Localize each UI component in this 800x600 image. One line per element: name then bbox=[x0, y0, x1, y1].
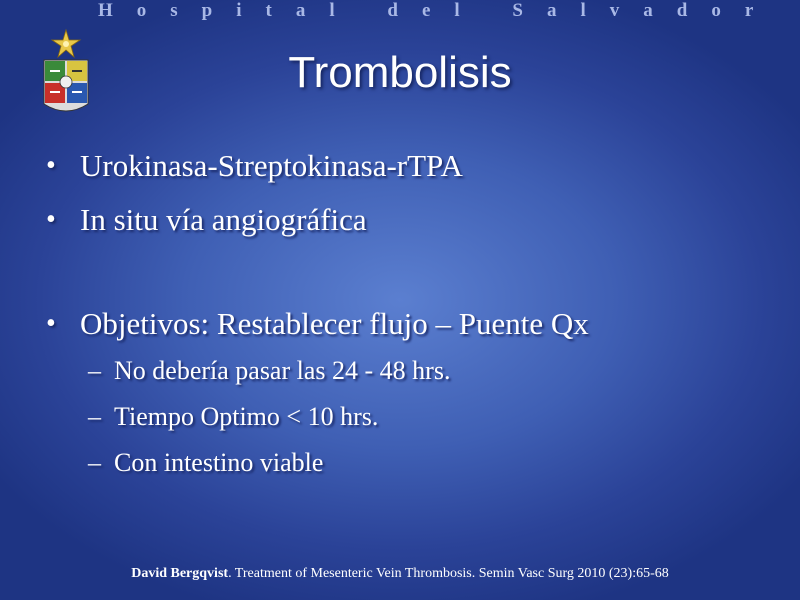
sub-bullet-text: No debería pasar las 24 - 48 hrs. bbox=[114, 356, 451, 385]
sub-bullet-item bbox=[46, 356, 766, 386]
hospital-header: Hospital del Salvador bbox=[98, 0, 778, 21]
slide-title: Trombolisis bbox=[288, 48, 512, 97]
slide-content bbox=[46, 148, 766, 478]
citation-author: David Bergqvist bbox=[131, 566, 229, 581]
bullet-glyph: • bbox=[46, 308, 56, 339]
sub-bullet-text: Tiempo Optimo < 10 hrs. bbox=[114, 402, 379, 431]
dash-glyph: – bbox=[88, 402, 101, 431]
sub-bullet-item bbox=[46, 402, 766, 432]
bullet-text: In situ vía angiográfica bbox=[80, 202, 367, 237]
bullet-glyph: • bbox=[46, 204, 56, 235]
citation bbox=[0, 566, 800, 582]
bullet-glyph: • bbox=[46, 150, 56, 181]
bullet-text: Objetivos: Restablecer flujo – Puente Qx bbox=[80, 306, 589, 341]
dash-glyph: – bbox=[88, 448, 101, 477]
bullet-item bbox=[46, 306, 766, 342]
sub-bullet-item bbox=[46, 448, 766, 478]
bullet-text: Urokinasa-Streptokinasa-rTPA bbox=[80, 148, 463, 183]
dash-glyph: – bbox=[88, 356, 101, 385]
sub-bullet-text: Con intestino viable bbox=[114, 448, 324, 477]
bullet-item bbox=[46, 202, 766, 238]
citation-text: . Treatment of Mesenteric Vein Thrombosis. Semin Vasc Surg 2010 (23):65-68 bbox=[228, 566, 669, 581]
bullet-item bbox=[46, 148, 766, 184]
